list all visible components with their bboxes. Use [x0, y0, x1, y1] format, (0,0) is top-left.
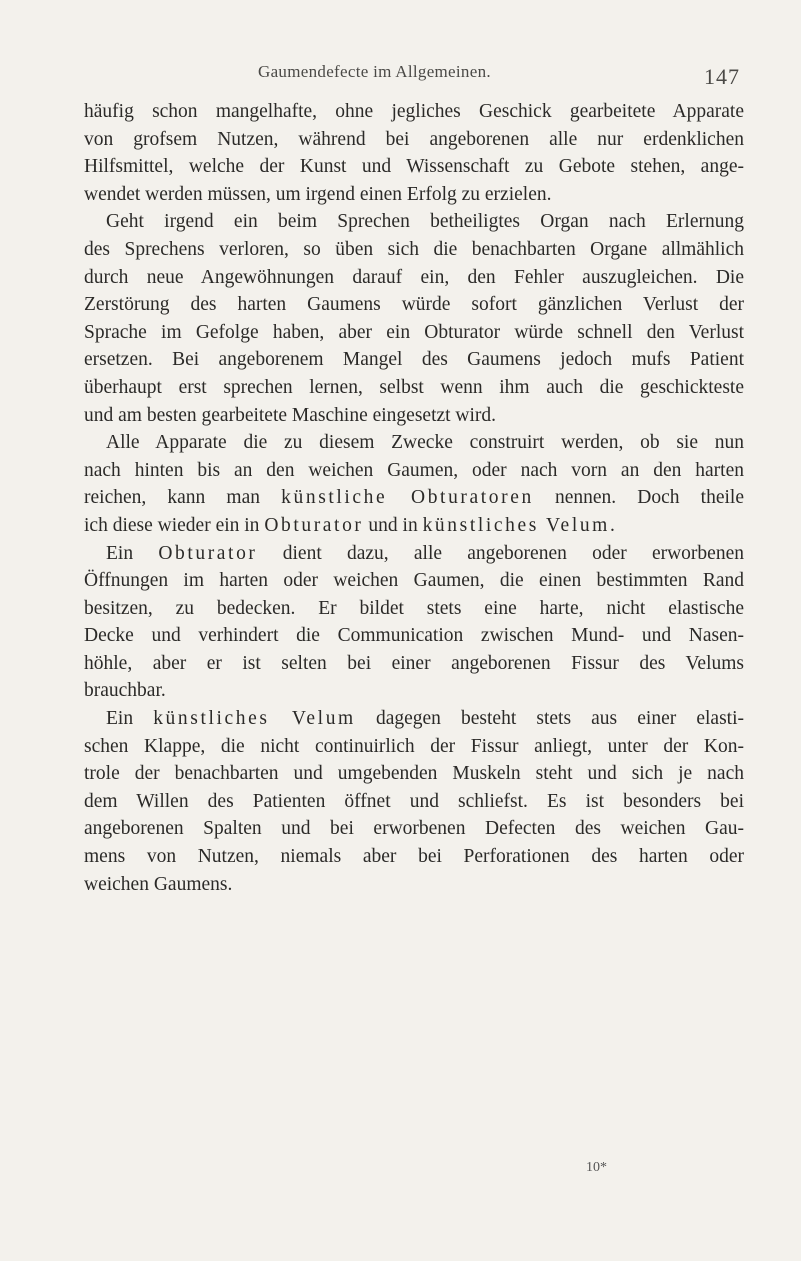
body-text — [84, 98, 744, 898]
text-line: brauchbar. — [84, 680, 166, 702]
text-line: häufig schon mangelhafte, ohne jegliches Geschick gearbeitete Apparate — [84, 101, 744, 122]
text-line: Zerstörung des harten Gaumens würde sofort gänzlichen Verlust der — [84, 294, 744, 316]
text-line: Decke und verhindert die Communication zwischen Mund- und Nasen- — [84, 625, 744, 647]
text-line: und am besten gearbeitete Maschine eingesetzt wird. — [84, 404, 497, 426]
text-line: Ein Obturator dient dazu, alle angeborenen oder erworbenen — [106, 542, 744, 564]
text-line: höhle, aber er ist selten bei einer angeborenen Fissur des Velums — [84, 652, 744, 674]
running-head: Gaumendefecte im Allgemeinen. — [258, 62, 491, 81]
text-line: reichen, kann man künstliche Obturatoren nennen. Doch theile — [84, 487, 744, 509]
text-line: dem Willen des Patienten öffnet und schliefst. Es ist besonders bei — [84, 790, 744, 812]
text-line: Sprache im Gefolge haben, aber ein Obturator würde schnell den Verlust — [84, 321, 744, 343]
emphasis-term: künstliche Obturatoren — [281, 487, 534, 509]
text-line: Alle Apparate die zu diesem Zwecke construirt werden, ob sie nun — [106, 432, 744, 454]
text-line: durch neue Angewöhnungen darauf ein, den Fehler auszugleichen. Die — [84, 266, 744, 288]
text-line: ich diese wieder ein in Obturator und in künstliches Velum. — [84, 514, 615, 536]
text-line: des Sprechens verloren, so üben sich die benachbarten Organe allmählich — [84, 238, 744, 260]
text-line: mens von Nutzen, niemals aber bei Perforationen des harten oder — [84, 846, 744, 868]
text-line: nach hinten bis an den weichen Gaumen, oder nach vorn an den harten — [84, 459, 744, 481]
emphasis-term: künstliches Velum — [422, 514, 610, 536]
text-line: angeborenen Spalten und bei erworbenen Defecten des weichen Gau- — [84, 818, 744, 840]
text-line: Ein künstliches Velum dagegen besteht stets aus einer elasti- — [106, 708, 744, 730]
text-line: von grofsem Nutzen, während bei angeborenen alle nur erdenklichen — [84, 128, 744, 150]
text-line: schen Klappe, die nicht continuirlich der Fissur anliegt, unter der Kon- — [84, 735, 744, 757]
emphasis-term: künstliches Velum — [153, 708, 356, 730]
text-line: Geht irgend ein beim Sprechen betheiligtes Organ nach Erlernung — [106, 211, 744, 233]
text-line: wendet werden müssen, um irgend einen Erfolg zu erzielen. — [84, 183, 552, 205]
text-line: besitzen, zu bedecken. Er bildet stets eine harte, nicht elastische — [84, 597, 744, 619]
emphasis-term: Obturator — [264, 514, 364, 536]
text-line: ersetzen. Bei angeborenem Mangel des Gaumens jedoch mufs Patient — [84, 349, 744, 371]
text-line: Öffnungen im harten oder weichen Gaumen, die einen bestimmten Rand — [84, 570, 744, 592]
emphasis-term: Obturator — [158, 542, 258, 564]
signature-mark: 10* — [586, 1160, 607, 1175]
page-number: 147 — [704, 64, 740, 89]
text-line: überhaupt erst sprechen lernen, selbst wenn ihm auch die geschickteste — [84, 376, 744, 398]
text-line: weichen Gaumens. — [84, 873, 233, 895]
text-line: trole der benachbarten und umgebenden Muskeln steht und sich je nach — [84, 763, 744, 785]
text-line: Hilfsmittel, welche der Kunst und Wissenschaft zu Gebote stehen, ange- — [84, 156, 744, 178]
